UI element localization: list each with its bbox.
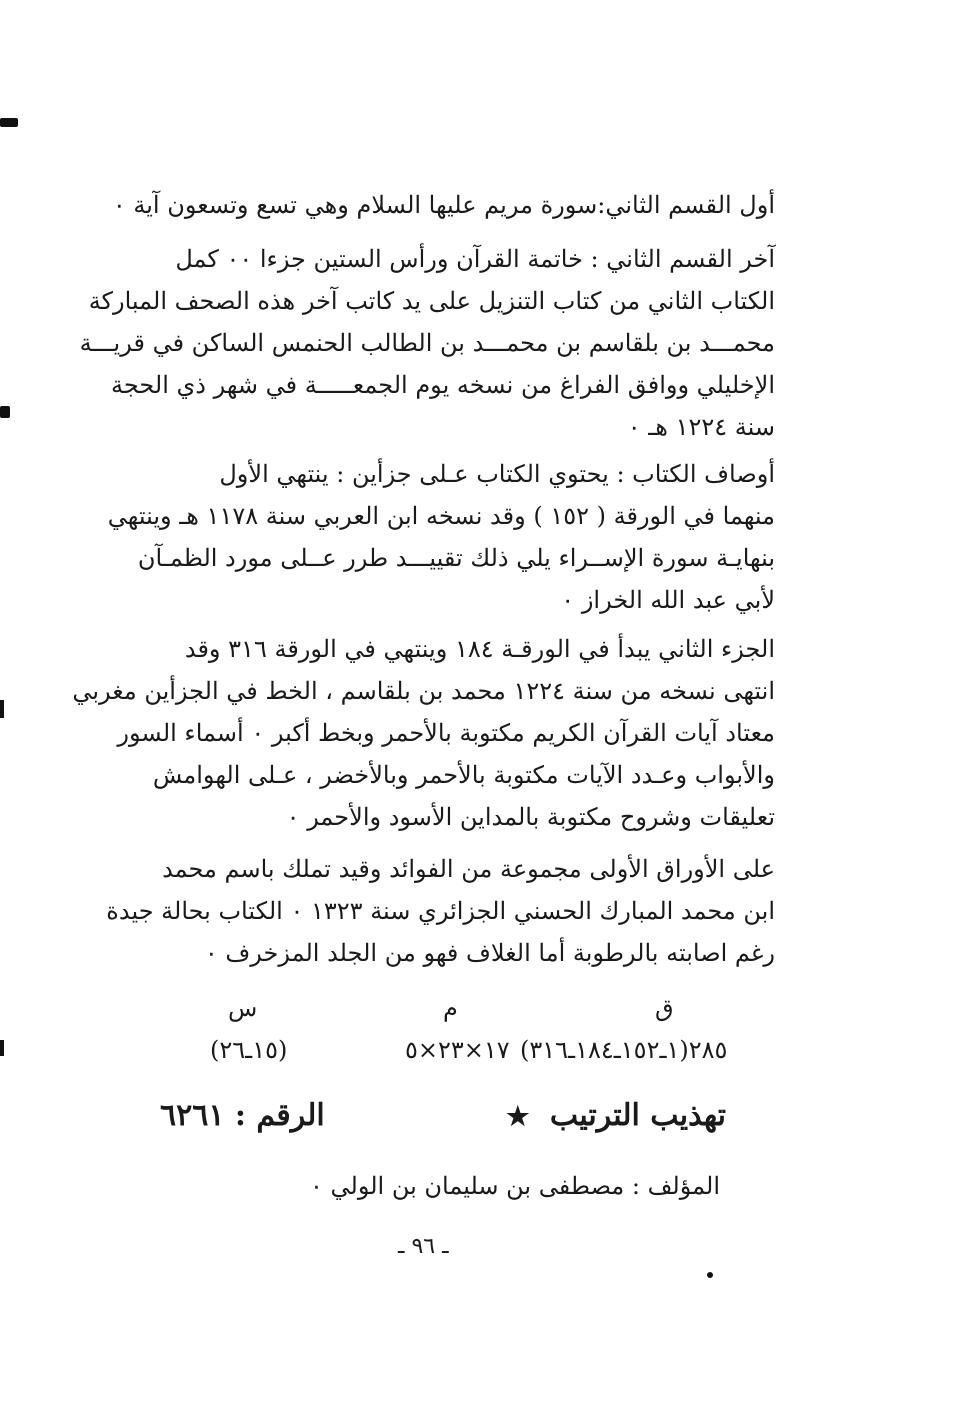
measure-label-leaves: ق bbox=[655, 994, 674, 1022]
measure-value-size: ١٧×٢٣×٥ bbox=[405, 1036, 510, 1064]
text-line: معتاد آيات القرآن الكريم مكتوبة بالأحمر وبخط أكبر ٠ أسماء السور bbox=[117, 719, 775, 747]
measure-label-size: م bbox=[443, 994, 458, 1022]
scan-mark bbox=[0, 118, 18, 127]
paragraph-section-start bbox=[112, 184, 775, 226]
author-line: المؤلف : مصطفى بن سليمان بن الولي ٠ bbox=[310, 1172, 720, 1200]
measure-value-lines: (١٥ـ٢٦) bbox=[210, 1036, 288, 1064]
text-line: ابن محمد المبارك الحسني الجزائري سنة ١٣٢٣ ٠ الكتاب بحالة جيدة bbox=[106, 897, 775, 925]
scan-mark bbox=[0, 1040, 4, 1056]
text-line: الجزء الثاني يبدأ في الورقـة ١٨٤ وينتهي في الورقة ٣١٦ وقد bbox=[184, 635, 775, 663]
paragraph-section-end bbox=[79, 238, 775, 448]
entry-title-text: تهذيب الترتيب bbox=[549, 1098, 726, 1133]
paragraph-second-part bbox=[72, 628, 775, 838]
scan-mark bbox=[0, 406, 10, 418]
measure-label-lines: س bbox=[228, 994, 258, 1022]
text-line: بنهايـة سورة الإســراء يلي ذلك تقييـــد طرر عــلى مورد الظمـآن bbox=[137, 544, 775, 572]
text-line: تعليقات وشروح مكتوبة بالمداين الأسود والأحمر ٠ bbox=[286, 803, 775, 831]
scan-mark bbox=[707, 1272, 713, 1278]
text-line: لأبي عبد الله الخراز ٠ bbox=[561, 586, 775, 614]
text-line: منهما في الورقة ( ١٥٢ ) وقد نسخه ابن العربي سنة ١١٧٨ هـ وينتهي bbox=[107, 502, 775, 530]
paragraph-book-description bbox=[107, 453, 775, 621]
scan-mark bbox=[0, 700, 4, 718]
text-line: آخر القسم الثاني : خاتمة القرآن ورأس الستين جزءا ٠٠ كمل bbox=[175, 245, 775, 273]
entry-title bbox=[506, 1098, 726, 1133]
text-line: الإخليلي ووافق الفراغ من نسخه يوم الجمعـــــة في شهر ذي الحجة bbox=[111, 371, 775, 399]
text-line: على الأوراق الأولى مجموعة من الفوائد وقيد تملك باسم محمد bbox=[162, 855, 775, 883]
text-line: انتهى نسخه من سنة ١٢٢٤ محمد بن بلقاسم ، الخط في الجزأين مغربي bbox=[72, 677, 775, 705]
measure-value-leaves: ٢٨٥(١ـ١٥٢ـ١٨٤ـ٣١٦) bbox=[520, 1036, 728, 1064]
paragraph-first-leaves bbox=[106, 848, 775, 974]
entry-number: الرقم : ٦٢٦١ bbox=[160, 1098, 325, 1133]
text-line: أول القسم الثاني:سورة مريم عليها السلام وهي تسع وتسعون آية ٠ bbox=[112, 191, 775, 219]
text-line: سنة ١٢٢٤ هـ ٠ bbox=[627, 413, 775, 441]
text-line: محمـــد بن بلقاسم بن محمـــد بن الطالب الحنمس الساكن في قريـــة bbox=[79, 329, 775, 357]
text-line: الكتاب الثاني من كتاب التنزيل على يد كاتب آخر هذه الصحف المباركة bbox=[88, 287, 775, 315]
star-icon: ★ bbox=[506, 1102, 530, 1132]
text-line: والأبواب وعـدد الآيات مكتوبة بالأحمر وبالأخضر ، عـلى الهوامش bbox=[152, 761, 775, 789]
text-line: أوصاف الكتاب : يحتوي الكتاب عـلى جزأين : ينتهي الأول bbox=[219, 460, 775, 488]
page-number: ـ ٩٦ ـ bbox=[398, 1234, 449, 1259]
text-line: رغم اصابته بالرطوبة أما الغلاف فهو من الجلد المزخرف ٠ bbox=[204, 939, 775, 967]
